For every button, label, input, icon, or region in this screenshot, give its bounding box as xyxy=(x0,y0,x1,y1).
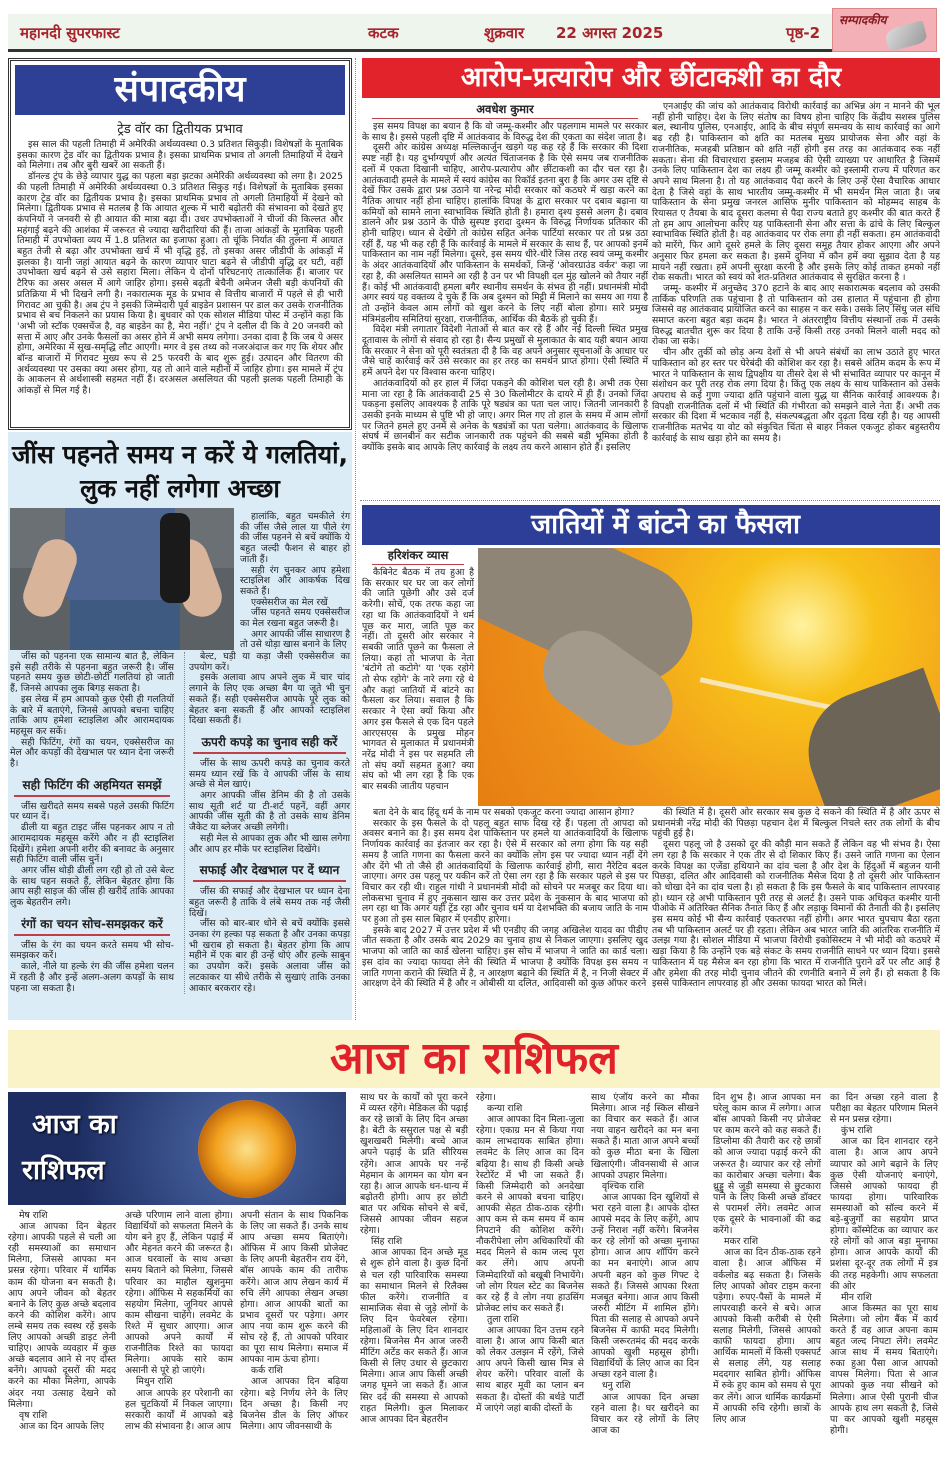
zodiac-wheel-icon xyxy=(198,1100,296,1198)
rashifal-image-text: आज का xyxy=(32,1109,117,1140)
paragraph: आज आपका दिन मिला-जुला रहेगा। एकाग्र मन से किया गया काम लाभदायक साबित होगा। लवमेट के लिए आज का दिन बढ़िया है। साथ ही किसी अच्छे रेस्टोरेंट में भी जा सकते हैं। किसी जिम्मेदारी को अनदेखा करने से आपको बचना चाहिए। आपकी सेहत ठीक-ठाक रहेगी। आप कम से कम समय में काम निपटाने की कोशिश करेंगे। नौकरीपेशा लोग अधिकारियों की मदद मिलने से काम जल्द पूरा कर लेंगे। आप अपनी जिम्मेदारियों को बखूबी निभायेंगे। जो लोग रियल स्टेट का बिजनेस कर रहे हैं वे लोग नया हाउसिंग प्रोजेक्ट लांच कर सकते हैं। xyxy=(476,1114,584,1314)
rashifal-column xyxy=(591,1092,699,1436)
paragraph: आज आपका दिन अच्छे मूड से शुरू होने वाला है। कुछ दिनों से चल रही पारिवारिक समस्या का समाधान मिलने से रिलैक्स फील करेंगे। राजनीति व सामाजिक सेवा से जुड़े लोगों के लिए दिन फेवरेबल रहेगा। महिलाओं के लिए दिन शानदार रहेगा। बिजनेस मैन आज जरुरी मीटिंग अटेंड कर सकते हैं। आज किसी से लिए उधार से छुटकारा मिलेगा। आज आप किसी अच्छी जगह घूमने जा सकते हैं। आज सिर दर्द की समस्या से आपको राहत मिलेगी। कुल मिलाकर आज आपका दिन बेहतरीन xyxy=(360,1247,468,1425)
editorial-body xyxy=(11,140,349,397)
paragraph: अपनी संतान के साथ पिकनिक के लिए जा सकते हैं। उनके साथ आप अच्छा समय बिताएंगे। ऑफिस में आप किसी प्रोजेक्ट के लिए अपनी बेहतरीन राय देंगे, बॉस आपके काम की तारीफ करेंगे। आज आप लेखन कार्य में रुचि लेंगे आपका लेखन अच्छा होगा। आज आपकी बातों का प्रभाव दूसरों पर पड़ेगा। अगर आप नया काम शुरू करने की सोच रहे हैं, तो आपको परिवार का पूरा साथ मिलेगा। समाज में आपका नाम ऊंचा होगा। xyxy=(240,1210,348,1366)
paragraph: एनआईए की जांच को आतंकवाद विरोधी कार्रवाई का अभिन्न अंग न मानने की भूल नहीं होनी चाहिए। देश के लिए संतोष का विषय होना चाहिए कि केंद्रीय सशस्त्र पुलिस बल, स्थानीय पुलिस, एनआईए, आदि के बीच संपूर्ण समन्वय के साथ कार्रवाई का आगे बढ़ रही है। पाकिस्तान को क्षति का मतलब मुख्य प्रायोजक सेना और वहां के राजनीतिक, मजहबी प्रतिष्ठान को क्षति नहीं होगी इस तरह का आतंकवाद रुक नहीं सकता। सेना की विचारधारा इस्लाम मजहब की ऐसी व्याख्या पर आधारित है जिसमें उनके लिए पाकिस्तान देश का लक्ष्य ही जम्मू कश्मीर को इस्लामी राज्य में परिणत कर अपने साथ मिलना है। तो यह आतंकवाद पैदा करने के लिए उन्हें ऐसा वैचारिक आधार देता है जिसे वहां के साथ भारतीय जम्मू-कश्मीर में भी समर्थन मिल जाता है। जब पाकिस्तान के सेना प्रमुख जनरल आसिफ मुनीर पाकिस्तान को मोहम्मद साहब के रियासत ए तैयबा के बाद दूसरा कलमा से पैदा राज्य बताते हुए कश्मीर की बात करते हैं तो हम आप आलोचना करिए यह पाकिस्तानी सेना और सत्ता के ढांचे के लिए बिल्कुल स्वाभाविक स्थिति होती है। वह आतंकवाद पर रोक लगा ही नहीं सकता। हम आतंकवादी को मारेंगे, फिर आगे दूसरे हमले के लिए दूसरा समूह तैयार होकर आएगा और अपने अनुसार फिर हमला कर सकता है। इसमें दुनिया में कौन हमें क्या सुझाव देता है यह मायने नहीं रखता। हमें अपनी सुरक्षा करनी है और इसके लिए कोई ताकत हमको नहीं रोक सकती। भारत को स्वयं को शत-प्रतिशत आतंकवाद से सुरक्षित करना है । xyxy=(652,101,940,284)
newspaper-name: महानदी सुपरफास्ट xyxy=(20,24,120,42)
paragraph: डॉनल्ड ट्रंप के छेड़े व्यापार युद्ध का पहला बड़ा झटका अमेरिकी अर्थव्यवस्था को लगा है। 2025 की पहली तिमाही में अमेरिकी अर्थव्यवस्था 0.3 प्रतिशत सिकुड़ गई। विशेषज्ञों के मुताबिक इसका कारण ट्रेड वॉर का द्वितीयक प्रभाव है। इसका प्राथमिक प्रभाव तो अगली तिमाहियों में देखने को मिलेगा। द्वितीयक प्रभाव से मतलब है कि आयात शुल्क में भारी बढ़ोतरी की संभावना को देखते हुए कंपनियों ने जनवरी से ही आयात की मात्रा बढ़ा दी। उधर उपभोक्ताओं ने चीजों की किल्लत और महंगाई बढ़ने की आशंका में जरूरत से ज्यादा खरीदारियां की हैं। ताजा आंकड़ों के मुताबिक पहली तिमाही में उपभोक्ता व्यय में 1.8 प्रतिशत का इजाफा हुआ। तो चूंकि निर्यात की तुलना में आयात बहुत तेजी से बढ़ा और उपभोक्ता खर्च में भी वृद्धि हुई, तो इसका असर जीडीपी के आंकड़ों में झलका है। यानी जहां आयात बढ़ने के कारण व्यापार घाटा बढ़ने से जीडीपी वृद्धि दर घटी, वहीं उपभोक्ता खर्च बढ़ने से उसे सहारा मिला। लेकिन ये दोनों परिघटनाएं तात्कालिक हैं। बाजार पर टैरिफ का असर असल में आगे जाहिर होगा। इससे बढ़ती बेचैनी अमेजन जैसी बड़ी कंपनियों की प्रतिक्रिया में भी दिखने लगी है। नकारात्मक मूड के प्रभाव से वित्तीय बाजारों में पहले से ही भारी गिरावट आ चुकी है। अब ट्रंप ने इसकी जिम्मेदारी पूर्व बाइडेन प्रशासन पर डाल कर उसके राजनीतिक प्रभाव से बच निकलने का प्रयास किया है। बुधवार को एक सोशल मीडिया पोस्ट में उन्होंने कहा कि 'अभी जो स्टॉक एक्सचेंज है, वह बाइडेन का है, मेरा नहीं।' ट्रंप ने दलील दी कि वे 20 जनवरी को सत्ता में आए और उनके फैसलों का असर होने में अभी समय लगेगा। उनका दावा है कि जब ये असर होगा, अमेरिका में सुख-समृद्धि लौट आएगी। मगर वे इस तथ्य को नजरअंदाज कर गए कि शेयर और बॉन्ड बाजारों में गिरावट मुख्य रूप से 25 फरवरी के बाद शुरू हुई। उत्पादन और वितरण की अर्थव्यवस्था पर उसका क्या असर होगा, यह तो आने वाले महीनों में जाहिर होगा। इस मामले में ट्रंप के आकलन से अर्थशास्त्री सहमत नहीं हैं। दरअसल असलियत की पहली झलक पहली तिमाही के आंकड़ों से मिल गई है। xyxy=(17,171,343,397)
jeans-side-text xyxy=(240,512,350,651)
paragraph: आज आपका दिन उत्तम रहने वाला है। आज आप किसी बात को लेकर उलझन में रहेंगे, जिसे आप अपने किसी खास मित्र से शेयर करेंगे। परिवार वालों के साथ बाहर मूवी का प्लान बन सकता है। दोस्तों की बर्थडे पार्टी में जाएंगे जहां बाकी दोस्तों के xyxy=(476,1324,584,1414)
zodiac-sign-heading: तुला राशि xyxy=(487,1313,519,1325)
paragraph: कैबिनेट बैठक में तय हुआ है कि सरकार घर घर जा कर लोगों की जाति पूछेगी और उसे दर्ज करेगी। सोचें, एक तरफ कहा जा रहा था कि आतंकवादियों ने धर्म पूछ कर मारा, जाति पूछ कर नहीं। तो दूसरी ओर सरकार ने सबकी जाति पूछने का फैसला ले लिया। कहां तो भाजपा के नेता 'बंटोगे तो कटोगे' या 'एक रहोगे तो सेफ रहोगे' के नारे लगा रहे थे और कहां जातियों में बांटने का फैसला कर लिया। सवाल है कि सरकार ने ऐसा क्यों किया और अगर इस फैसले से एक दिन पहले आरएसएस के प्रमुख मोहन भागवत से मुलाकात में प्रधानमंत्री नरेंद्र मोदी ने इस पर सहमति ली तो संघ क्यों सहमत हुआ? क्या संघ को भी लग रहा है कि एक बार सबकी जातीय पहचान xyxy=(362,567,474,793)
paragraph: अच्छे परिणाम लाने वाला होगा। विद्यार्थियों को सफलता मिलने के योग बने हुए हैं, लेकिन पढ़ाई में और मेहनत करने की जरूरत है। आज घरवालों के साथ अच्छा समय बिताने को मिलेगा, जिससे परिवार का माहौल खुशनुमा रहेगा। ऑफिस मे सहकर्मियों का सहयोग मिलेगा, जूनियर आपसे काम सीखना चाहेंगे। लवमेट के रिश्ते में सुधार आएगा। आज आपको अपने कार्यों में राजनीतिक रिश्ते का फायदा मिलेगा। आपके सारे काम असानी से पूरे हो जाएंगे। xyxy=(125,1210,233,1377)
paragraph: अगर आपकी जींस साधारण है तो उसे थोड़ा खास बनाने के लिए xyxy=(240,628,351,651)
paragraph: बेल्ट, घड़ी या कड़ा जैसी एक्सेसरीज का उपयोग करें। xyxy=(189,651,350,673)
paragraph: जींस को बार-बार धोने से बचें क्योंकि इससे उनका रंग हल्का पड़ सकता है और उनका कपड़ा भी खराब हो सकता है। बेहतर होगा कि आप महीने में एक बार ही उन्हें धोएं और हल्के साबुन का उपयोग करें। इसके अलावा जींस को लटकाकर या सीधे तरीके से सुखाएं ताकि उनका आकार बरकरार रहे। xyxy=(189,918,350,994)
paragraph: विदेश मंत्री लगातार विदेशी नेताओं से बात कर रहे हैं और नई दिल्ली स्थित प्रमुख दूतावास के लोगों से संवाद हो रहा है। सैन्य प्रमुखों से मुलाकात के बाद यही बयान आया कि सरकार ने सेना को पूरी स्वतंत्रता दी है कि वह अपने अनुसार सूचनाओं के आधार पर जैसे चाहें कार्रवाई करें उसे सरकार का हर तरह का समर्थन प्राप्त होगा। ऐसी स्थिति में हमें अपने देश पर विश्वास करना चाहिए। xyxy=(362,324,648,379)
paragraph: दूसरा पहलू जो है उसको दूर की कौड़ी मान सकते हैं लेकिन वह भी संभव है। ऐसा लग रहा है कि सरकार ने एक तीर से दो शिकार किए हैं। उसने जाति गणना का ऐलान करके विपक्ष का एजेंडा हथियाने का दांव चला है और देश के हिंदुओं में बहुजन यानी पिछड़ा, दलित और आदिवासी को राजनीतिक मैसेज दिया है तो दूसरी ओर पाकिस्तान को धोखा देने का दांव चला है। हो सकता है कि इस फैसले के बाद पाकिस्तान लापरवाह हो। ध्यान रहे अभी पाकिस्तान पूरी तरह से अलर्ट है। उसने पाक अधिकृत कश्मीर यानी पीओके में अतिरिक्त सैनिक तैनात किए हैं और लड़ाकू विमानों की तैनाती की है। इसलिए इस समय कोई भी सैन्य कार्रवाई एकतरफा नहीं होगी। अगर भारत चुपचाप बैठा रहता तब भी पाकिस्तान अलर्ट पर ही रहता। लेकिन अब भारत जाति की आंतरिक राजनीति में उलझ गया है। सोशल मीडिया में भाजपा विरोधी इकोसिस्टम ने भी मोदी को कठघरे में खड़ा किया है कि उन्होंने एक बड़े संकट के समय राजनीति साधने पर ध्यान दिया। इससे पाकिस्तान में यह मैसेज बन रहा होगा कि भारत में राजनीति पुराने ढर्रे पर लौट आई है और हमेशा की तरह मोदी चुनाव जीतने की रणनीति बनाने में लगे हैं। हो सकता है कि इससे पाकिस्तान लापरवाह हो और उसका फायदा भारत को मिले। xyxy=(652,839,941,990)
paragraph: आज का दिन आपके लिए xyxy=(19,1420,105,1432)
arop-column-right xyxy=(652,102,940,445)
paragraph: जम्मू- कश्मीर में अनुच्छेद 370 हटाने के बाद आए सकारात्मक बदलाव को उसकी तार्किक परिणति तक पहुंचाना है तो पाकिस्तान को उस हालात में पहुंचाना ही होगा जिससे वह आतंकवाद प्रायोजित करने का साहस न कर सके। उसके लिए सिंधु जल संधि समाप्त करना बहुत बड़ा कदम है। भारत ने अंतरराष्ट्रीय वित्तीय संस्थानों तक में उसके विरुद्ध बातचीत शुरू कर दिया है ताकि उन्हें किसी तरह उनको मिलने वाली मदद को रोका जा सके। xyxy=(652,282,940,348)
jati-headline: जातियों में बांटने का फैसला xyxy=(362,505,940,545)
page-number: पृष्ठ-2 xyxy=(786,24,821,42)
rashifal-column xyxy=(476,1092,584,1414)
paragraph: आज आपके हर परेशानी का हल चुटकियों में निकल जाएगा। सरकारी कार्यों में आपको बड़े लाभ की संभावना है। आज आप xyxy=(125,1387,233,1432)
paragraph: काले, नीले या हल्के रंग की जींस हमेशा चलन में रहती है और इन्हें अलग-अलग कपड़ों के साथ पहना जा सकता है। xyxy=(10,961,174,994)
subheading: ऊपरी कपड़े का चुनाव सही करें xyxy=(193,733,346,754)
jeans-photo xyxy=(10,508,234,650)
paragraph: एक्सेसरीज का मेल रखें xyxy=(251,596,328,608)
editorial-banner: संपादकीय xyxy=(15,65,345,115)
jeans-column-left xyxy=(10,652,174,994)
paragraph: अगर आपकी जींस डेनिम की है तो उसके साथ सूती शर्ट या टी-शर्ट पहनें, वहीं अगर आपकी जींस सूती की है तो उसके साथ डेनिम जैकेट या ब्लेजर अच्छी लगेगी। xyxy=(189,790,350,834)
zodiac-sign-heading: मीन राशि xyxy=(841,1291,872,1303)
section-divider xyxy=(360,500,940,501)
paragraph: चीन और तुर्की को छोड़ अन्य देशों से भी अपने संबंधों का लाभ उठाते हुए भारत पाकिस्तान को हर स्तर पर घेरेबंदी की कोशिश कर रहा है। सबसे अंतिम कदम के रूप में भारत ने पाकिस्तान के साथ द्विपक्षीय या तीसरे देश से भी संभावित व्यापार पर कानून में संशोधन कर पूरी तरह रोक लगा दिया है। किंतु एक लक्ष्य के साथ पाकिस्तान को उसके अपराध से कई गुणा ज्यादा क्षति पहुंचाने वाला युद्ध या सैनिक कार्रवाई आवश्यक है। विपक्षी राजनीतिक दलों में भी स्थिति की गंभीरता को समझने वाले नेता हैं। अभी तक सरकार की दिशा में भटकाव नहीं है, संकल्पबद्धता और दृढ़ता दिख रही है। यह आपसी राजनीतिक मतभेद या वोट को संकुचित चिंता से बाहर निकल एकजुट होकर बहुस्तरीय कार्रवाई के साथ खड़ा होने का समय है। xyxy=(652,347,940,444)
zodiac-sign-heading: वृष राशि xyxy=(19,1409,48,1421)
rashifal-column xyxy=(830,1092,938,1436)
rashifal-column xyxy=(8,1210,116,1432)
editorial-title: ट्रेड वॉर का द्वितीयक प्रभाव xyxy=(117,122,243,137)
paragraph: आज आपका दिन बेहतर रहेगा। आपकी पहले से चली आ रही समस्याओं का समाधान मिलेगा, जिससे आपका मन प्रसन्न रहेगा। परिवार में धार्मिक काम की योजना बन सकती है। आप अपने जीवन को बेहतर बनाने के लिए कुछ अच्छे बदलाव करने की कोशिश करेंगे। आप लम्बे समय तक स्वस्थ रहें इसके लिए आपको अच्छी डाइट लेनी चाहिए। आपके व्यवहार में कुछ अच्छे बदलाव आने से नए दोस्त बनेंगे। आपको दूसरों की मदद करने का मौका मिलेगा, आपके अंदर नया उत्साह देखने को मिलेगा। xyxy=(8,1221,116,1410)
paragraph: जींस पहनते समय एक्सेसरीज का मेल रखना बहुत जरूरी है। xyxy=(240,607,350,630)
paragraph: ढीली या बहुत टाइट जींस पहनकर आप न तो आरामदायक महसूस करेंगे और न ही स्टाइलिश दिखेंगे। हमेशा अपनी शरीर की बनावट के अनुसार सही फिटिंग वाली जींस चुनें। xyxy=(10,822,174,866)
paragraph: सही रंग चुनकर आप हमेशा स्टाइलिश और आकर्षक दिख सकते हैं। xyxy=(240,564,350,597)
rashifal-column xyxy=(360,1092,468,1425)
paragraph: हालांकि, बहुत चमकीले रंग की जींस जैसे लाल या पीले रंग की जींस पहनने से बचें क्योंकि ये बहुत जल्दी फैशन से बाहर हो जाती हैं। xyxy=(240,511,350,565)
jati-column-left xyxy=(362,808,648,990)
jati-side-text xyxy=(362,568,474,793)
masthead xyxy=(8,14,937,52)
paragraph: जींस के साथ ऊपरी कपड़े का चुनाव करते समय ध्यान रखें कि वे आपकी जींस के साथ अच्छे से मेल खाएं। xyxy=(189,757,350,791)
paragraph: इसके बाद 2027 में उत्तर प्रदेश में भी एनडीए की जगह अखिलेश यादव का पीडीए जीत सकता है और उसके बाद 2029 का चुनाव हाथ से निकल जाएगा। इसलिए खुद भाजपा को जाति का कार्ड खेलना चाहिए। इस सोच में भाजपा ने जाति का कार्ड चला। इस दांव का ज्यादा फायदा लेने की स्थिति में भाजपा है क्योंकि विपक्ष इस समय न जाति गणना कराने की स्थिति में है, न आरक्षण बढ़ाने की स्थिति में है, न निजी सेक्टर में आरक्षण देने की स्थिति में है और न ओबीसी या दलित, आदिवासी को कुछ ऑफर करने xyxy=(362,924,648,990)
rashifal-column xyxy=(713,1092,821,1425)
zodiac-sign-heading: मकर राशि xyxy=(724,1236,759,1248)
paragraph: अगर जींस थोड़ी ढीली लग रही हो तो उसे बेल्ट के साथ पहन सकते हैं, लेकिन बेहतर होगा कि आप सही साइज की जींस ही खरीदें ताकि आपका लुक बेहतरीन लगे। xyxy=(10,864,174,909)
subheading: सही फिटिंग की अहमियत समझें xyxy=(14,776,170,797)
paragraph: जींस खरीदते समय सबसे पहले उसकी फिटिंग पर ध्यान दें। xyxy=(10,800,174,823)
zodiac-sign-heading: कन्या राशि xyxy=(487,1103,523,1115)
paragraph: का दिन अच्छा रहने वाला है परीक्षा का बेहतर परिणाम मिलने से मन प्रसन्न रहेगा। xyxy=(830,1092,938,1126)
zodiac-sign-heading: कुंभ राशि xyxy=(841,1125,873,1137)
paragraph: आज किस्मत का पूरा साथ मिलेगा। जो लोग बैंक में कार्य करते हैं वह आज अपना काम बहुत जल्द निपटा लेंगे। लवमेट आज साथ में समय बिताएंगे। रुका हुआ पैसा आज आपको वापस मिलेगा। पिता से आज आपको कुछ नया सीखने को मिलेगा। आज ऐसी पुरानी चीज आपके हाथ लग सकती है, जिसे पा कर आपको खुशी महसूस होगी। xyxy=(830,1302,938,1436)
subheading: रंगों का चयन सोच-समझकर करें xyxy=(14,915,170,936)
paragraph: इस लेख में हम आपको कुछ ऐसी ही गलतियों के बारे में बताएंगे, जिनसे आपको बचना चाहिए ताकि आप हमेशा स्टाइलिश और आरामदायक महसूस कर सकें। xyxy=(10,693,174,737)
paragraph: बता देने के बाद हिंदू धर्म के नाम पर सबको एकजुट करना ज्यादा आसान होगा? xyxy=(373,807,635,818)
subheading: सफाई और देखभाल पर दें ध्यान xyxy=(193,861,346,882)
paragraph: आज आपका दिन अच्छा रहने वाला है। घर खरीदने का विचार कर रहे लोगों के लिए आज का xyxy=(591,1391,699,1436)
editorial-box xyxy=(8,58,352,430)
jati-author-column xyxy=(362,548,474,793)
paragraph: की स्थिति में है। दूसरी ओर सरकार सब कुछ दे सकने की स्थिति में है और ऊपर से प्रधानमंत्री नरेंद्र मोदी की पिछड़ा पहचान देश में बिल्कुल निचले स्तर तक लोगों के बीच पहुंची हुई है। xyxy=(652,807,940,840)
section-logo-text: सम्पादकीय xyxy=(839,13,887,27)
zodiac-sign-heading: कर्क राशि xyxy=(251,1365,283,1377)
zodiac-sign-heading: मेष राशि xyxy=(19,1210,48,1221)
zodiac-sign-heading: धनु राशि xyxy=(602,1380,631,1392)
paragraph: आज आपका दिन खुशियों से भरा रहने वाला है। आपके दोस्त आपसे मदद के लिए कहेंगे, आप उन्हें निराश नहीं करेंगे। बिजनेस कर रहे लोगों को अच्छा मुनाफा होगा। आज आप शॉपिंग करने का मन बनाएंगे। आज आप अपनी बहन को कुछ गिफ्ट दे सकते हैं। जिससे आपका रिश्ता मजबूत बनेगा। आज आप किसी जरुरी मीटिंग में शामिल होंगे। पिता की सलाह से आपको अपने बिजनेस में काफी मदद मिलेगी। किसी जरूरतमंद की मदद करके आपको खुशी महसूस होगी। विद्यार्थियों के लिए आज का दिन अच्छा रहने वाला है। xyxy=(591,1191,699,1381)
paragraph: सरकार के इस फैसले के दो पहलू बहुत साफ दिख रहे हैं। पहला तो आपदा को अवसर बनाने का है। इस समय देश पाकिस्तान पर हमले या आतंकवादियों के खिलाफ निर्णायक कार्रवाई का इंतजार कर रहा है। ऐसे में सरकार को लगा होगा कि यह सही समय है जाति गणना का फैसला करने का क्योंकि लोग इस पर ज्यादा ध्यान नहीं देंगे और देंगे भी तो जैसे ही आतंकवादियों के खिलाफ कार्रवाई होगी, सारा नैरेटिव बदल जाएगा। अगर उस पहलू पर यकीन करें तो ऐसा लग रहा है कि सरकार पहले से इस पर विचार कर रही थी। राहुल गांधी ने प्रधानमंत्री मोदी को सोचने पर मजबूर कर दिया था। लोकसभा चुनाव में हुए नुकसान खास कर उत्तर प्रदेश के नुकसान के बाद भाजपा को लग रहा था कि अगर यही ट्रेंड रहा और चुनाव धर्म या देशभक्ति की बजाय जाति के नाम पर हुआ तो इस साल बिहार में एनडीए हारेगा। xyxy=(362,817,648,926)
paragraph: आज का दिन शानदार रहने वाला है। आज आप अपने व्यापार को आगे बढ़ाने के लिए कुछ ऐसी योजनाएं बनाएंगे, जिससे आपको फायदा ही फायदा होगा। पारिवारिक समस्याओं को सॉल्व करने में बड़े-बुजुर्गों का सहयोग प्राप्त होगा। कॉस्मेटिक का व्यापार कर रहे लोगों को आज बड़ा मुनाफा होगा। आज आपके कार्यों की प्रशंसा दूर-दूर तक लोगों में इत्र की तरह महकेगी। आप सफलता की ओर xyxy=(830,1136,938,1292)
paragraph: जींस को पहनना एक सामान्य बात है, लेकिन इसे सही तरीके से पहनना बहुत जरूरी है। जींस पहनते समय कुछ छोटी-छोटी गलतियां हो जाती हैं, जिनसे आपका लुक बिगड़ सकता है। xyxy=(10,651,174,695)
city: कटक xyxy=(368,24,399,42)
paragraph: इसके अलावा आप अपने लुक में चार चांद लगाने के लिए एक अच्छा बैग या जूते भी चुन सकते हैं। सही एक्सेसरीज आपके पूरे लुक को बेहतर बना सकती हैं और आपको स्टाइलिश दिखा सकती हैं। xyxy=(189,672,350,727)
paragraph: इस साल की पहली तिमाही में अमेरिकी अर्थव्यवस्था 0.3 प्रतिशत सिकुड़ी। विशेषज्ञों के मुताबिक इसका कारण ट्रेड वॉर का द्वितीयक प्रभाव है। इसका प्राथमिक प्रभाव तो अगली तिमाहियों में देखने को मिलेगा। तब और बुरी खबरें आ सकती हैं। xyxy=(17,139,343,172)
pen-hand-icon xyxy=(884,20,928,52)
jeans-column-right xyxy=(184,652,350,994)
paragraph: साथ एंजॉय करने का मौका मिलेगा। आज नई स्किल सीखने का विचार कर सकते हैं। आज नया वाहन खरीदने का मन बना सकते हैं। माता आज अपने बच्चों को कुछ मीठा बना के खिला खिलाएंगी। जीवनसाथी से आज आपको उपहार मिलेगा। xyxy=(591,1092,699,1181)
jati-illustration xyxy=(478,548,940,806)
paragraph: साथ घर के कार्यों को पूरा करने में व्यस्त रहेंगे। मेडिकल की पढ़ाई कर रहे छात्रों के लिए दिन अच्छा है। बेटी के ससुराल पक्ष से बड़ी खुशखबरी मिलेगी। बच्चे आज अपने पढ़ाई के प्रति सीरियस रहेंगे। आज आपके घर नन्हें मेहमान के आगमन का योग बन रहा है। आज आपके धन-धान्य में बढ़ोतरी होगी। आप हर छोटी बात पर अधिक सोचने से बचें, जिससे आपका जीवन सहज रहेगा। xyxy=(360,1092,468,1237)
arop-column-left xyxy=(362,102,648,454)
jeans-article xyxy=(8,432,352,1020)
paragraph: सही मेल से आपका लुक और भी खास लगेगा और आप हर मौके पर स्टाइलिश दिखेंगे। xyxy=(189,832,350,855)
zodiac-sign-heading: सिंह राशि xyxy=(371,1236,403,1248)
paragraph: जींस के रंग का चयन करते समय भी सोच-समझकर करें। xyxy=(10,939,174,962)
paragraph: आज का दिन ठीक-ठाक रहने वाला है। आज ऑफिस में वर्कलोड बढ़ सकता है। जिसके लिए आपको ओवर टाइम करना पड़ेगा। रुपए-पैसों के मामले में लापरवाही करने से बचे। आज आपको किसी करीबी से ऐसी सलाह मिलेगी, जिससे आपको काफी फायदा होगा। आप आर्थिक मामलों में किसी एक्सपर्ट से सलाह लेंगे, यह सलाह मददगार साबित होगी। ऑफिस में रुके हुए काम को समय से पूरा कर लेंगे। आज धार्मिक कार्यक्रमों में आपकी रुचि रहेगी। छात्रों के लिए आज xyxy=(713,1247,821,1425)
author-byline: अवधेश कुमार xyxy=(372,102,638,119)
zodiac-sign-heading: मिथुन राशि xyxy=(136,1376,173,1388)
weekday: शुक्रवार xyxy=(484,24,525,42)
paragraph: दिन शुभ है। आज आपका मन घरेलू काम काज में लगेगा। आज बॉस आपको किसी नए प्रोजेक्ट पर काम करने को कह सकते हैं। डिप्लोमा की तैयारी कर रहे छात्रों को आज ज्यादा पढ़ाई करने की जरूरत है। व्यापार कर रहे लोगों का कारोबार अच्छा चलेगा। बैक थ्रुड्डु से जुड़ी समस्या से छुटकारा पाने के लिए किसी अच्छे डॉक्टर से परामर्श लेंगे। लवमेट आज एक दूसरे के भावनाओं की कद्र करेंगे। xyxy=(713,1092,821,1237)
column-divider xyxy=(355,58,356,1020)
paragraph: आज आपका दिन बढ़िया रहेगा। बड़े निर्णय लेने के लिए दिन अच्छा है। किसी नए बिजनेस डील के लिए ऑफर मिलेगा। आप जीवनसाथी के xyxy=(240,1376,348,1432)
arop-body-left xyxy=(362,122,648,454)
paragraph: रहेगा। xyxy=(476,1092,496,1103)
rashifal-image xyxy=(8,1092,346,1205)
rashifal-headline: आज का राशिफल xyxy=(8,1030,940,1088)
zodiac-sign-heading: वृश्चिक राशि xyxy=(602,1180,644,1192)
jati-column-right xyxy=(652,808,940,990)
paragraph: आतंकवादियों को हर हाल में जिंदा पकड़ने की कोशिश चल रही है। अभी तक ऐसा माना जा रहा है कि आतंकवादी 25 से 30 किलोमीटर के दायरे में ही हैं। उनको जिंदा पकड़ना इसलिए आवश्यक है ताकि पूरे षड्यंत्र का पता चल जाए। जितनी जानकारी है उसकी इनके माध्यम से पुष्टि भी हो जाए। अगर मिल गए तो हाल के समय में आम लोगों पर जितने हमले हुए उनमें से अनेक के षड्यंत्रों का पता चलेगा। आतंकवाद के खिलाफ संघर्ष में छानबीन कर सटीक जानकारी तक पहुंचने की सबसे बड़ी भूमिका होती है क्योंकि इसके बाद आपके लिए कार्रवाई के लक्ष्य तय करने आसान होते हैं। इसलिए xyxy=(362,377,648,454)
paragraph: दूसरी ओर कांग्रेस अध्यक्ष मल्लिकार्जुन खड़गे यह कह रहे हैं कि सरकार की दिशा स्पष्ट नहीं है। यह दुर्भाग्यपूर्ण और अत्यंत चिंताजनक है कि ऐसे समय जब राजनीतिक दलों में एकता दिखानी चाहिए, आरोप-प्रत्यारोप और छींटाकशी का दौर चल रहा है। आतंकवादी हमले के मामले में स्वयं कांग्रेस का रिकॉर्ड इतना बुरा है कि अगर उस दृष्टि से देखें फिर उसके द्वारा प्रश्न उठाने या नरेन्द्र मोदी सरकार को कठघरे में खड़ा करने का नैतिक आधार नहीं होना चाहिए। हालांकि विपक्ष के द्वारा सरकार पर दबाव बढ़ाना या कमियों को सामने लाना स्वाभाविक स्थिति होती है। हमारा दृश्य इससे अलग है। दबाव डालने और प्रश्न उठाने के पीछे सुस्पष्ट इरादा दुश्मन के विरुद्ध निर्णायक प्रतिकार की होनी चाहिए। ध्यान से देखेंगे तो कांग्रेस सहित अनेक पार्टियां सरकार पर तो प्रश्न उठा रहीं हैं, यह भी कह रही हैं कि कार्रवाई के मामले में सरकार के साथ हैं, पर आपको इनमें पाकिस्तान का नाम नहीं मिलेगा। दूसरे, इस समय धीरे-धीरे जिस तरह स्वयं जम्मू कश्मीर के अंदर आतंकवादियों और पाकिस्तान के समर्थकों, जिन्हें 'ओवरग्राउंड वर्कर' कहा जा रहा है, की असलियत सामने आ रही है उन पर भी विपक्षी दल मुंह खोलने को तैयार नहीं हैं। कोई भी आतंकवादी हमला बगैर स्थानीय समर्थन के संभव ही नहीं। प्रधानमंत्री मोदी अगर स्वयं यह वक्तव्य दे चुके हैं कि अब दुश्मन को मिट्टी में मिलाने का समय आ गया है तो उन्होंने केवल आम लोगों को खुश करने के लिए नहीं बोला होगा। सारे प्रमुख मंत्रिमंडलीय समितियां सुरक्षा, राजनीतिक, आर्थिक की बैठकें हो चुकी हैं। xyxy=(362,142,648,325)
paragraph: जींस की सफाई और देखभाल पर ध्यान देना बहुत जरूरी है ताकि वे लंबे समय तक नई जैसी दिखें। xyxy=(189,886,350,919)
rashifal-column xyxy=(240,1210,348,1432)
section-logo xyxy=(832,8,937,52)
date: 22 अगस्त 2025 xyxy=(556,24,664,42)
author-byline: हरिशंकर व्यास xyxy=(372,548,464,565)
jeans-headline: जींस पहनते समय न करें ये गलतियां, लुक नहीं लगेगा अच्छा xyxy=(11,440,349,503)
arop-headline: आरोप-प्रत्यारोप और छींटाकशी का दौर xyxy=(362,58,940,98)
paragraph: सही फिटिंग, रंगों का चयन, एक्सेसरीज का मेल और कपड़ों की देखभाल पर ध्यान देना जरूरी है। xyxy=(10,736,174,770)
rashifal-image-text: राशिफल xyxy=(22,1155,105,1186)
paragraph: इस समय विपक्ष का बयान है कि वो जम्मू-कश्मीर और पहलगाम मामले पर सरकार के साथ है। इससे पहली दृष्टि में आतंकवाद के विरुद्ध देश की एकता का संदेश जाता है। xyxy=(362,121,648,143)
rashifal-column xyxy=(125,1210,233,1432)
